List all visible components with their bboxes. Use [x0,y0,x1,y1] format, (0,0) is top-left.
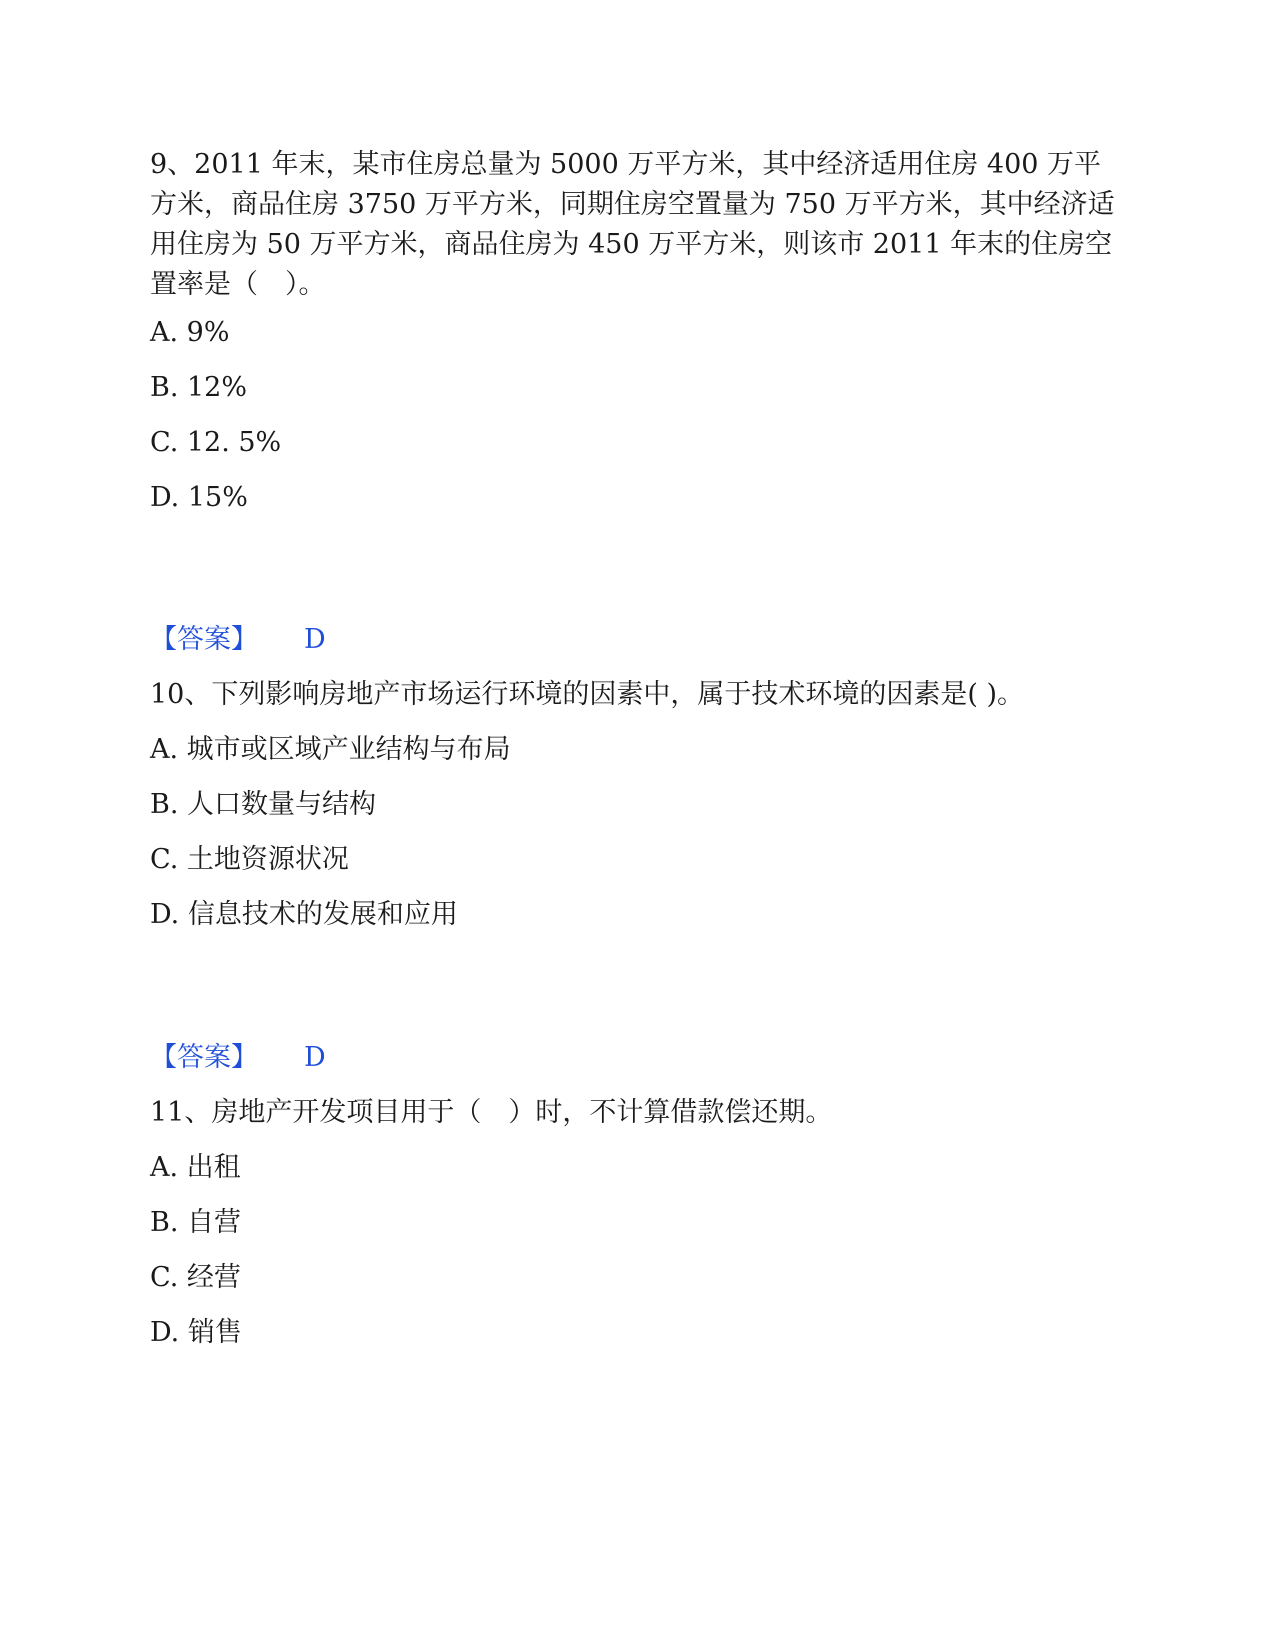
answer-label: 【答案】 [150,1042,258,1073]
answer-value: D [304,1042,326,1073]
question-10-option-d: D. 信息技术的发展和应用 [150,899,458,930]
question-9-stem: 9、2011 年末，某市住房总量为 5000 万平方米，其中经济适用住房 400 万平方米，商品住房 3750 万平方米，同期住房空置量为 750 万平方米，其中经济适用住房为 50 万平方米，商品住房为 450 万平方米，则该市 2011 年末的住房空置率是（ ）。 [150,149,1115,300]
question-11-stem: 11、房地产开发项目用于（ ）时，不计算借款偿还期。 [150,1097,833,1128]
question-10-option-b: B. 人口数量与结构 [150,789,377,820]
question-9-option-a: A. 9% [150,317,230,348]
answer-label: 【答案】 [150,624,258,655]
question-10-stem: 10、下列影响房地产市场运行环境的因素中，属于技术环境的因素是( )。 [150,679,1025,710]
question-9-option-d: D. 15% [150,482,248,513]
question-10-answer [150,1040,326,1076]
question-10-option-a: A. 城市或区域产业结构与布局 [150,734,511,765]
question-10-option-c: C. 土地资源状况 [150,844,349,875]
question-11-option-c: C. 经营 [150,1262,241,1293]
question-11-option-a: A. 出租 [150,1152,241,1183]
question-11-option-d: D. 销售 [150,1317,242,1348]
question-9-option-c: C. 12. 5% [150,427,282,458]
question-9-option-b: B. 12% [150,372,248,403]
answer-value: D [304,624,326,655]
question-11-option-b: B. 自营 [150,1207,242,1238]
question-9-answer [150,622,326,658]
